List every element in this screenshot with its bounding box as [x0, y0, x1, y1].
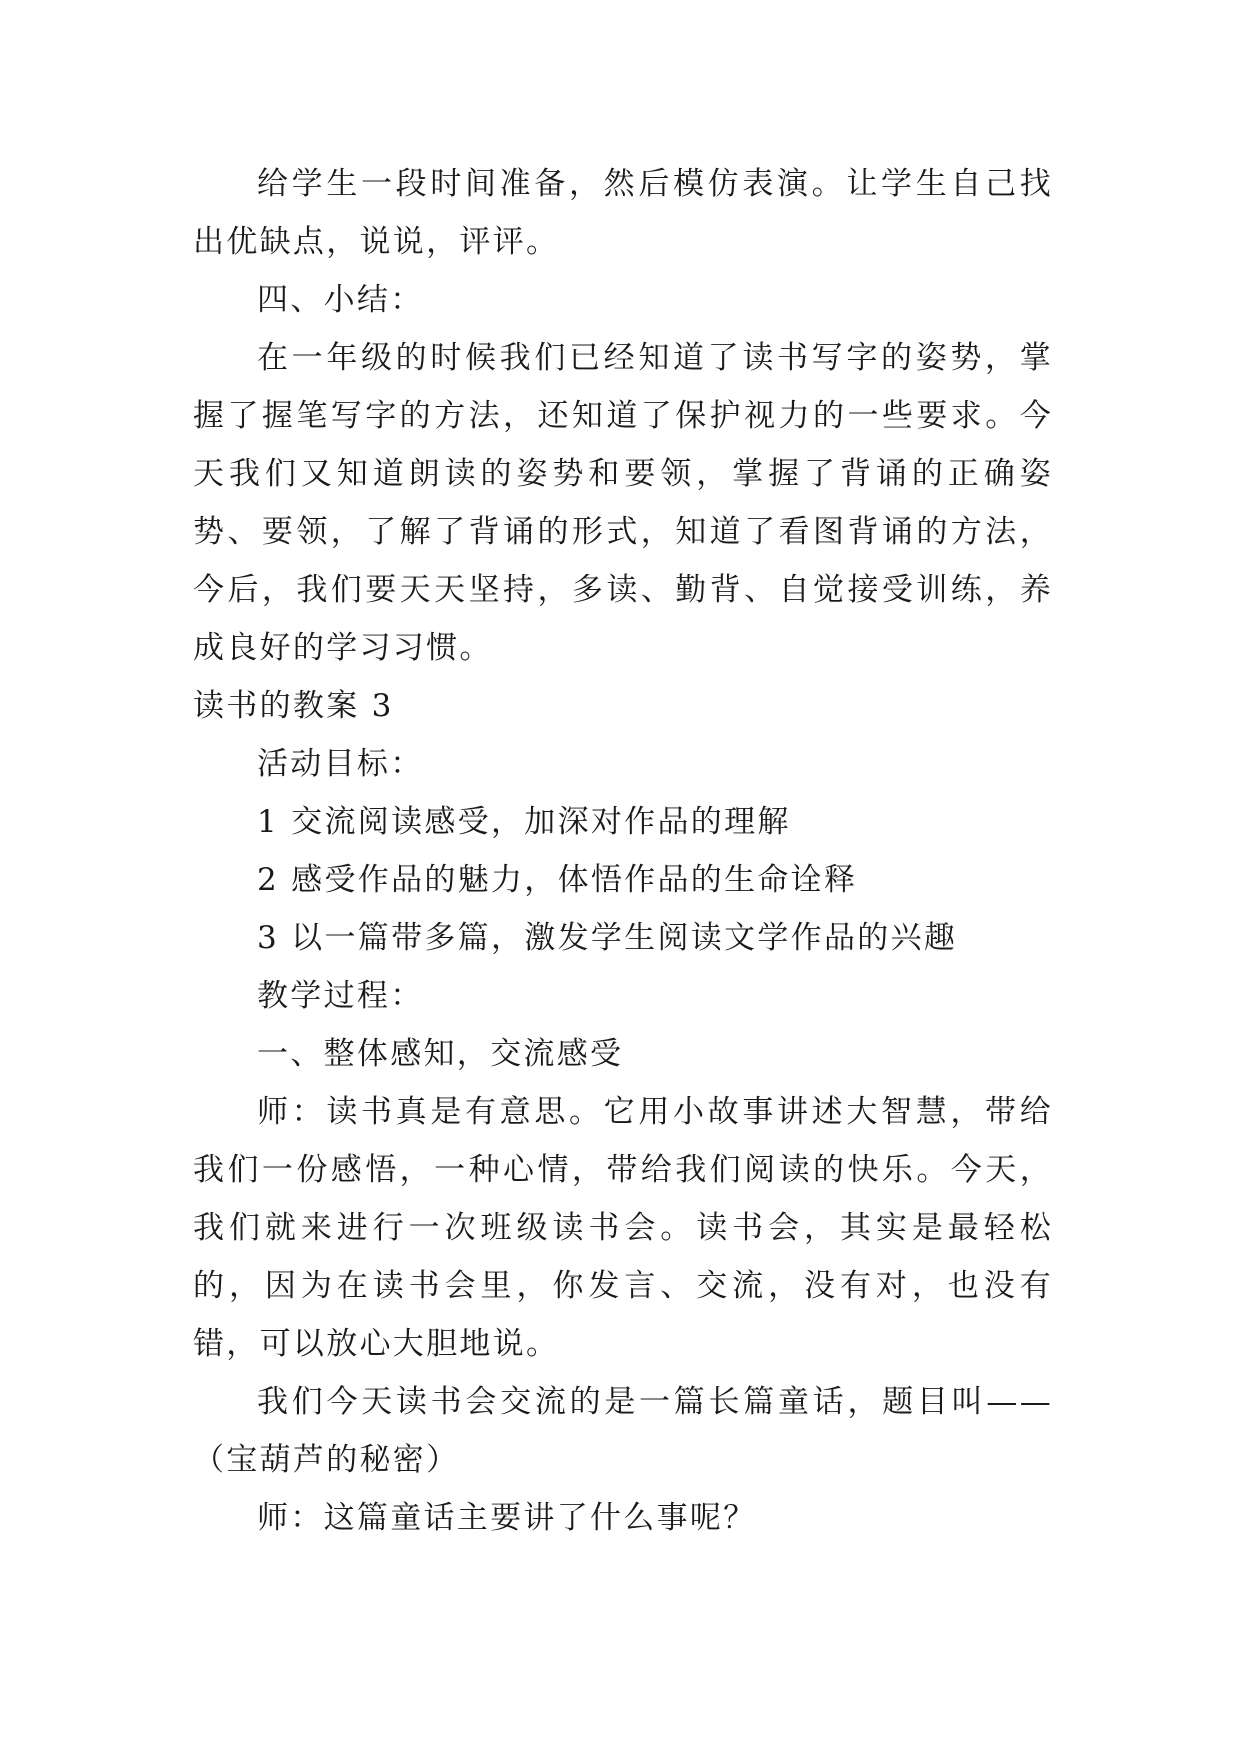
- heading-process: 教学过程：: [257, 978, 424, 1014]
- paragraph-book-title: 我们今天读书会交流的是一篇长篇童话，题目叫——（宝葫芦的秘密）: [193, 1384, 1053, 1478]
- paragraph-teacher-question: 师：这篇童话主要讲了什么事呢？: [257, 1500, 757, 1536]
- heading-objectives: 活动目标：: [257, 746, 424, 782]
- section-title: 读书的教案 3: [193, 688, 394, 724]
- paragraph-summary: 在一年级的时候我们已经知道了读书写字的姿势，掌握了握笔写字的方法，还知道了保护视力的一些要求。今天我们又知道朗读的姿势和要领，掌握了背诵的正确姿势、要领，了解了背诵的形式，知道了看图背诵的方法，今后，我们要天天坚持，多读、勤背、自觉接受训练，养成良好的学习习惯。: [193, 340, 1053, 666]
- heading-summary: 四、小结：: [257, 282, 424, 318]
- heading-step-1: 一、整体感知，交流感受: [257, 1036, 624, 1072]
- objective-item-2: 2 感受作品的魅力，体悟作品的生命诠释: [257, 862, 858, 898]
- objective-item-3: 3 以一篇带多篇，激发学生阅读文学作品的兴趣: [257, 920, 958, 956]
- objective-item-1: 1 交流阅读感受，加深对作品的理解: [257, 804, 791, 840]
- paragraph-performance: 给学生一段时间准备，然后模仿表演。让学生自己找出优缺点，说说，评评。: [193, 166, 1053, 260]
- document-body: [193, 155, 1053, 1547]
- paragraph-teacher-intro: 师：读书真是有意思。它用小故事讲述大智慧，带给我们一份感悟，一种心情，带给我们阅读的快乐。今天，我们就来进行一次班级读书会。读书会，其实是最轻松的，因为在读书会里，你发言、交流，没有对，也没有错，可以放心大胆地说。: [193, 1094, 1053, 1362]
